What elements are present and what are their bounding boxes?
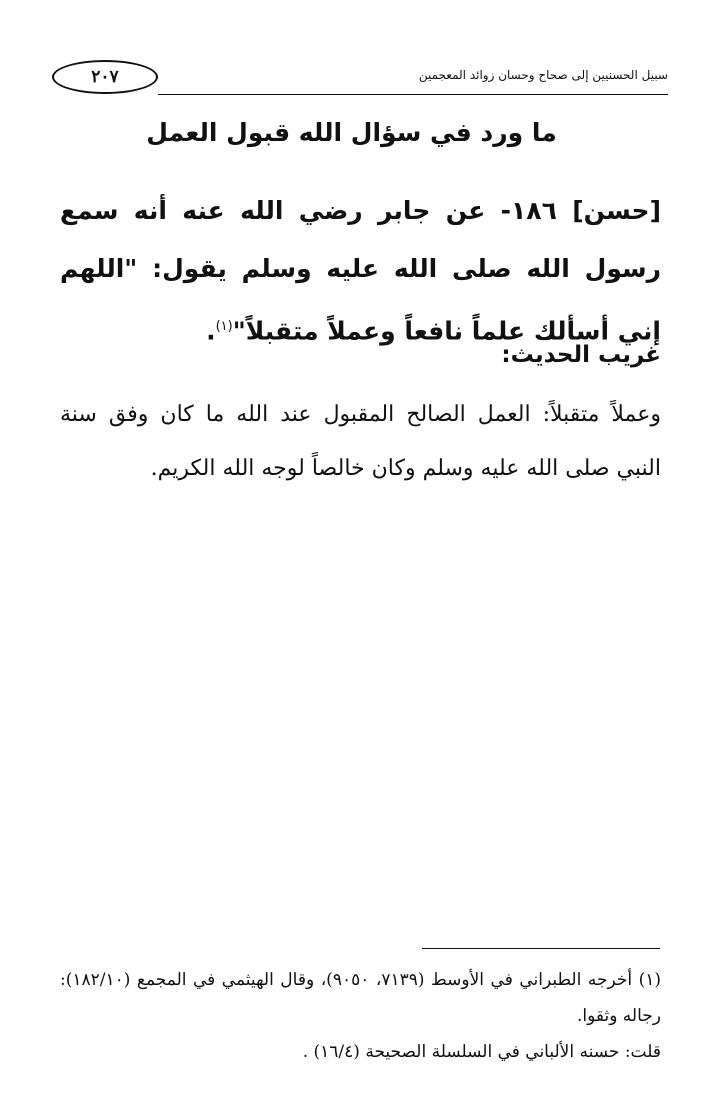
- footnote-rule: [422, 948, 660, 949]
- hadith-text: [60, 182, 661, 360]
- gharib-text: وعملاً متقبلاً: العمل الصالح المقبول عند الله ما كان وفق سنة النبي صلى الله عليه وسلم وكان خالصاً لوجه الله الكريم.: [60, 402, 661, 481]
- running-title: سبيل الحسنيين إلى صحاح وحسان زوائد المعجمين: [418, 68, 668, 82]
- footnote-comment: قلت: حسنه الألباني في السلسلة الصحيحة (١٦/٤) .: [302, 1042, 661, 1062]
- page-header: [48, 58, 668, 98]
- footnote-1: (١) أخرجه الطبراني في الأوسط (٧١٣٩، ٩٠٥٠)، وقال الهيثمي في المجمع (١٨٢/١٠): رجاله وثقوا.: [60, 970, 661, 1026]
- hadith-body: [حسن] ١٨٦- عن جابر رضي الله عنه أنه سمع رسول الله صلى الله عليه وسلم يقول: "اللهم إني أسألك علماً نافعاً وعملاً متقبلاً": [60, 196, 662, 346]
- footnotes: [60, 962, 661, 1070]
- page-number: ٢٠٧: [52, 60, 158, 94]
- hadith-end: .: [206, 316, 216, 346]
- gharib-heading: غريب الحديث:: [501, 342, 661, 368]
- footnote-ref[interactable]: (١): [215, 319, 233, 334]
- chapter-title: ما ورد في سؤال الله قبول العمل: [146, 118, 557, 147]
- header-rule: [158, 94, 668, 95]
